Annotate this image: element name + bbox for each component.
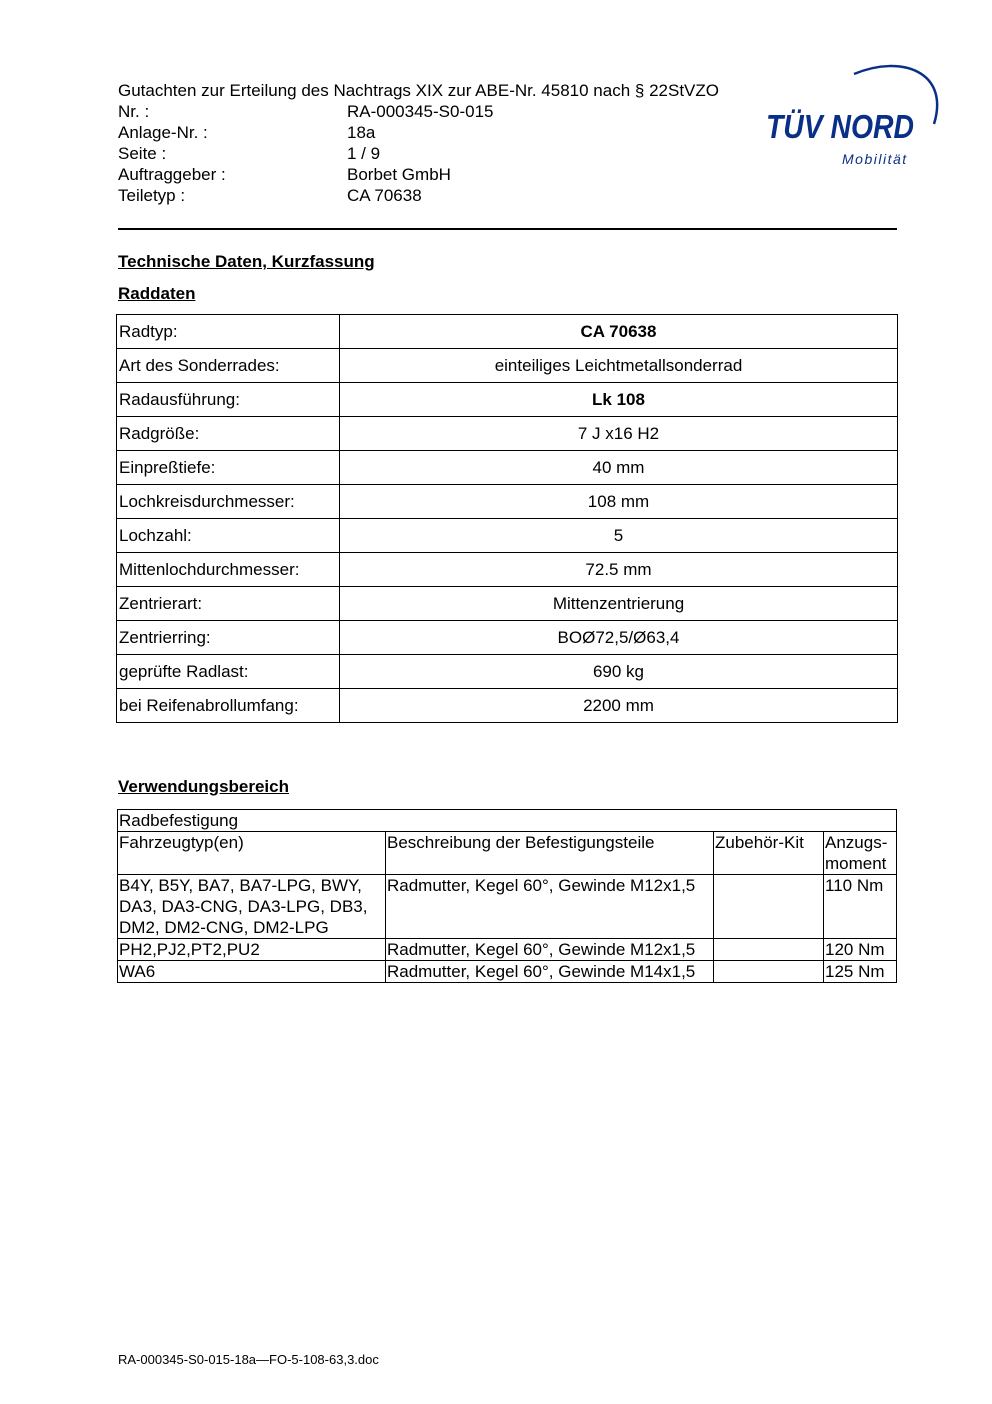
table-row <box>117 655 898 689</box>
header-value: RA-000345-S0-015 <box>347 102 494 121</box>
column-header: Beschreibung der Befestigungsteile <box>386 832 714 875</box>
column-header: Zubehör-Kit <box>714 832 824 875</box>
document-footer: RA-000345-S0-015-18a—FO-5-108-63,3.doc <box>118 1352 379 1367</box>
section-title: Technische Daten, Kurzfassung <box>118 252 375 271</box>
header-label: Seite : <box>118 144 167 163</box>
table-cell-value: 72.5 mm <box>340 553 898 587</box>
table-cell-torque: 125 Nm <box>824 961 897 983</box>
table-row <box>117 485 898 519</box>
table-cell-value: BOØ72,5/Ø63,4 <box>340 621 898 655</box>
table-cell-value: 108 mm <box>340 485 898 519</box>
logo-brand-text: TÜV NORD <box>766 108 914 145</box>
table-cell-kit <box>714 961 824 983</box>
table-row <box>117 689 898 723</box>
table-caption: Radbefestigung <box>118 810 897 832</box>
table-cell-value: 5 <box>340 519 898 553</box>
table-cell-torque: 110 Nm <box>824 875 897 939</box>
header-value: Borbet GmbH <box>347 165 451 184</box>
verwendung-heading: Verwendungsbereich <box>118 777 289 796</box>
table-cell-label: geprüfte Radlast: <box>117 655 340 689</box>
header-value: CA 70638 <box>347 186 422 205</box>
table-row <box>117 621 898 655</box>
table-cell-kit <box>714 875 824 939</box>
column-header: Fahrzeugtyp(en) <box>118 832 386 875</box>
table-row <box>118 961 897 983</box>
table-cell-torque: 120 Nm <box>824 939 897 961</box>
table-row <box>117 315 898 349</box>
header-label: Anlage-Nr. : <box>118 123 208 142</box>
table-cell-label: Zentrierring: <box>117 621 340 655</box>
table-cell-types: WA6 <box>118 961 386 983</box>
table-row <box>117 349 898 383</box>
table-cell-value: 690 kg <box>340 655 898 689</box>
table-cell-value: CA 70638 <box>340 315 898 349</box>
table-cell-label: Radgröße: <box>117 417 340 451</box>
table-cell-value: einteiliges Leichtmetallsonderrad <box>340 349 898 383</box>
table-cell-label: Zentrierart: <box>117 587 340 621</box>
table-cell-value: Mittenzentrierung <box>340 587 898 621</box>
table-cell-desc: Radmutter, Kegel 60°, Gewinde M12x1,5 <box>386 939 714 961</box>
table-row <box>117 519 898 553</box>
table-cell-label: bei Reifenabrollumfang: <box>117 689 340 723</box>
table-cell-label: Radausführung: <box>117 383 340 417</box>
table-cell-value: Lk 108 <box>340 383 898 417</box>
table-row <box>117 417 898 451</box>
table-cell-label: Einpreßtiefe: <box>117 451 340 485</box>
raddaten-heading: Raddaten <box>118 284 196 303</box>
tuv-nord-logo <box>762 58 942 173</box>
table-row <box>117 383 898 417</box>
header-label: Teiletyp : <box>118 186 186 205</box>
table-row <box>117 587 898 621</box>
table-cell-label: Lochkreisdurchmesser: <box>117 485 340 519</box>
table-cell-desc: Radmutter, Kegel 60°, Gewinde M14x1,5 <box>386 961 714 983</box>
header-label: Nr. : <box>118 102 150 121</box>
header-value: 1 / 9 <box>347 144 381 163</box>
table-cell-label: Art des Sonderrades: <box>117 349 340 383</box>
table-header-row <box>118 832 897 875</box>
table-cell-desc: Radmutter, Kegel 60°, Gewinde M12x1,5 <box>386 875 714 939</box>
header-divider <box>118 228 897 230</box>
table-cell-value: 7 J x16 H2 <box>340 417 898 451</box>
table-row <box>118 939 897 961</box>
table-cell-label: Lochzahl: <box>117 519 340 553</box>
table-cell-kit <box>714 939 824 961</box>
column-header: Anzugs-moment <box>824 832 897 875</box>
header-row-teiletyp <box>118 185 898 206</box>
raddaten-table <box>116 314 898 723</box>
table-cell-label: Radtyp: <box>117 315 340 349</box>
table-cell-types: PH2,PJ2,PT2,PU2 <box>118 939 386 961</box>
table-cell-value: 40 mm <box>340 451 898 485</box>
table-row <box>117 451 898 485</box>
table-cell-types: B4Y, B5Y, BA7, BA7-LPG, BWY, DA3, DA3-CNG, DA3-LPG, DB3, DM2, DM2-CNG, DM2-LPG <box>118 875 386 939</box>
logo-sub-text: Mobilität <box>842 151 908 167</box>
table-cell-value: 2200 mm <box>340 689 898 723</box>
header-value: 18a <box>347 123 376 142</box>
table-caption-row <box>118 810 897 832</box>
table-row <box>117 553 898 587</box>
table-row <box>118 875 897 939</box>
header-label: Auftraggeber : <box>118 165 226 184</box>
verwendung-table <box>117 809 897 983</box>
table-cell-label: Mittenlochdurchmesser: <box>117 553 340 587</box>
document-title: Gutachten zur Erteilung des Nachtrags XIX zur ABE-Nr. 45810 nach § 22StVZO <box>118 81 719 100</box>
